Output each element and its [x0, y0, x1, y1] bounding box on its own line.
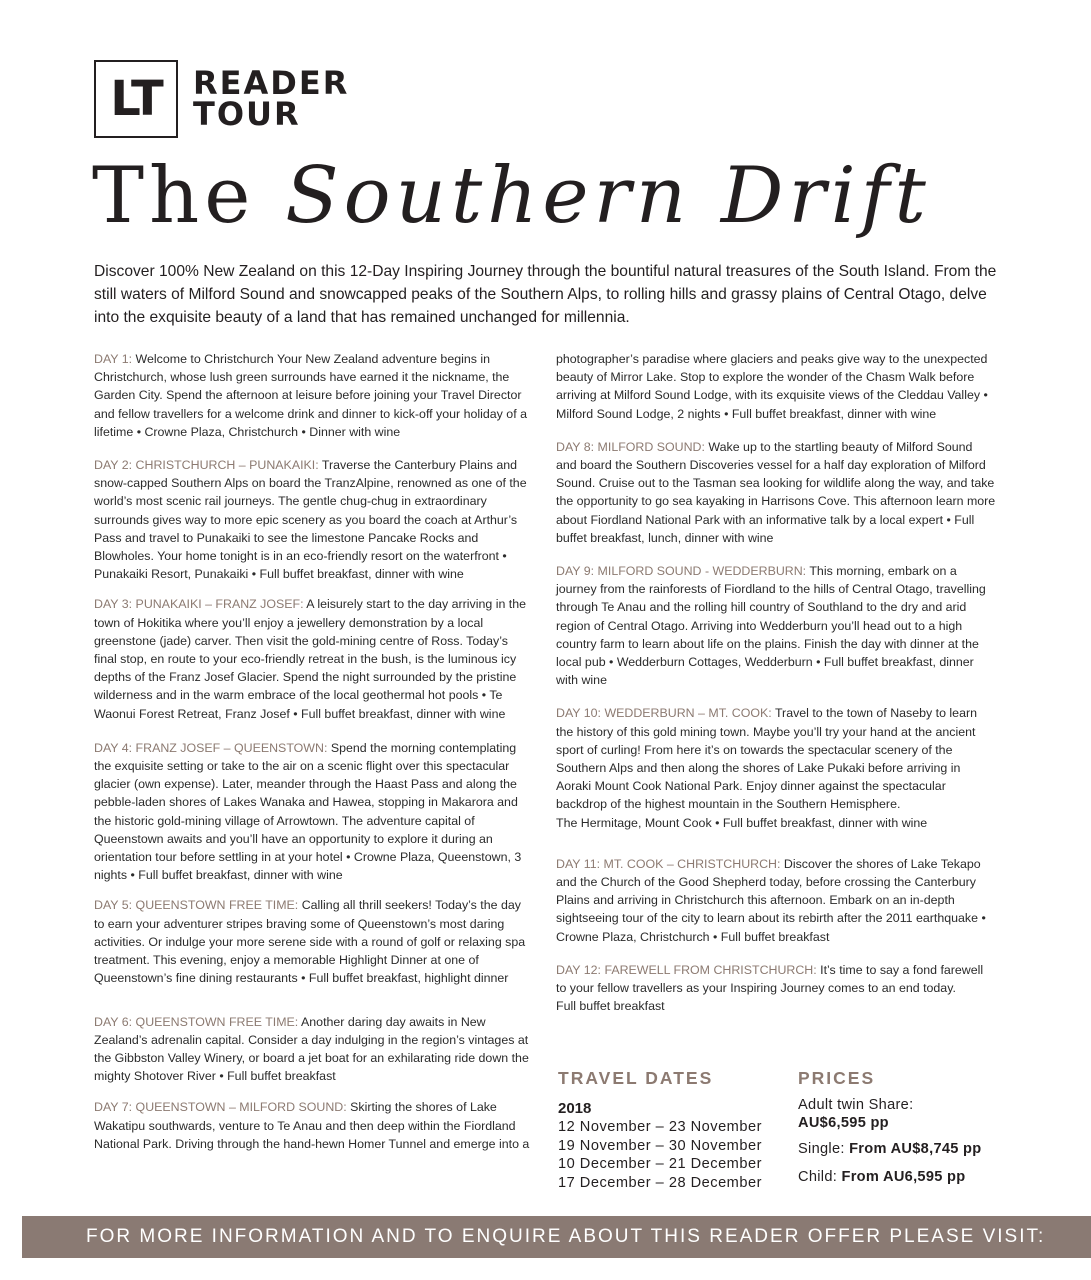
day-extra: The Hermitage, Mount Cook • Full buffet breakfast, dinner with wine	[556, 815, 928, 830]
prices-block	[798, 1068, 1018, 1186]
child-label: Child:	[798, 1169, 838, 1185]
day-body: Discover the shores of Lake Tekapo and the Church of the Good Shepherd today, before crossing the Canterbury Plains and arriving in Christchurch this afternoon. Embark on an in-depth sightseeing tour of the city to learn about its rebirth after the 2011 earthquake • Crowne Plaza, Christchurch • Full buffet breakfast	[556, 856, 986, 944]
day-body: photographer’s paradise where glaciers and peaks give way to the unexpected beauty of Mirror Lake. Stop to explore the wonder of the Chasm Walk before arriving at Milford Sound Lodge, with its exquisite views of the Cleddau Valley • Milford Sound Lodge, 2 nights • Full buffet breakfast, dinner with wine	[556, 352, 988, 421]
child-value: From AU6,595 pp	[841, 1169, 966, 1185]
day-4	[94, 739, 534, 885]
day-body: Skirting the shores of Lake Wakatipu southwards, venture to Te Anau and then deep within the Fiordland National Park. Driving through the hand-hewn Homer Tunnel and emerge into a	[94, 1100, 530, 1151]
day-6	[94, 1013, 534, 1086]
page-title	[92, 150, 931, 242]
itinerary-left-column	[94, 350, 534, 1153]
day-extra: Full buffet breakfast	[556, 999, 665, 1014]
logo-text	[193, 64, 350, 133]
day-body: Wake up to the startling beauty of Milford Sound and board the Southern Discoveries vessel for a half day exploration of Milford Sound. Cruise out to the Tasman sea looking for wildlife along the way, and take the opportunity to go sea kayaking in Harrisons Cove. This afternoon learn more about Fiordland National Park with an informative talk by a local expert • Full buffet breakfast, lunch, dinner with wine	[556, 439, 996, 545]
day-body: This morning, embark on a journey from the rainforests of Fiordland to the hills of Central Otago, travelling through Te Anau and the rolling hill country of Southland to the dry and arid region of Central Otago. Arriving into Wedderburn you’ll head out to a high country farm to learn about life on the plains. Finish the day with dinner at the local pub • Wedderburn Cottages, Wedderburn • Full buffet breakfast, dinner with wine	[556, 564, 986, 688]
logo-line-2: TOUR	[193, 95, 301, 133]
day-heading: DAY 8: MILFORD SOUND:	[556, 439, 705, 454]
travel-dates-heading: TRAVEL DATES	[558, 1068, 714, 1088]
child-price	[798, 1168, 1018, 1186]
title-plain: The	[92, 151, 256, 241]
day-7	[94, 1098, 534, 1153]
day-heading: DAY 3: PUNAKAIKI – FRANZ JOSEF:	[94, 597, 304, 612]
twin-share-value: AU$6,595 pp	[798, 1115, 889, 1131]
day-body: Travel to the town of Naseby to learn the history of this gold mining town. Maybe you’ll try your hand at the ancient sport of curling! From here it’s on towards the spectacular scenery of the Southern Alps and then along the shores of Lake Pukaki before arriving in Aoraki Mount Cook National Park. Enjoy dinner against the spectacular backdrop of the highest mountain in the Southern Hemisphere.	[556, 706, 977, 812]
date-item: 12 November – 23 November	[558, 1119, 762, 1135]
day-body: Another daring day awaits in New Zealand’s adrenalin capital. Consider a day indulging in the region’s vintages at the Gibbston Valley Winery, or board a jet boat for an exhilarating ride down the mighty Shotover River • Full buffet breakfast	[94, 1014, 529, 1084]
day-body: Welcome to Christchurch Your New Zealand adventure begins in Christchurch, whose lush green surrounds have earned it the nickname, the Garden City. Spend the afternoon at leisure before joining your Travel Director and fellow travellers for a welcome drink and dinner to kick-off your holiday of a lifetime • Crowne Plaza, Christchurch • Dinner with wine	[94, 352, 527, 439]
day-3	[94, 595, 534, 722]
travel-dates-block	[558, 1068, 788, 1192]
day-body: Spend the morning contemplating the exquisite setting or take to the air on a scenic flight over this spectacular glacier (own expense). Later, meander through the Haast Pass and along the pebble-laden shores of Lakes Wanaka and Hawea, stopping in Makarora and the historic gold-mining village of Arrowtown. The adventure capital of Queenstown awaits and you’ll have an opportunity to explore it during an orientation tour before settling in at your hotel • Crowne Plaza, Queenstown, 3 nights • Full buffet breakfast, dinner with wine	[94, 740, 522, 883]
date-item: 17 December – 28 December	[558, 1174, 762, 1191]
prices-heading: PRICES	[798, 1068, 876, 1088]
day-10	[556, 704, 996, 831]
day-heading: DAY 7: QUEENSTOWN – MILFORD SOUND:	[94, 1100, 347, 1115]
logo-line-1: READER	[193, 64, 350, 102]
day-body: A leisurely start to the day arriving in the town of Hokitika where you’ll enjoy a jewellery demonstration by a local greenstone (jade) carver. Then visit the gold-mining centre of Ross. Today’s final stop, en route to your eco-friendly retreat in the bush, is the luminous icy depths of the Franz Josef Glacier. Spend the night surrounded by the pristine wilderness and in the warm embrace of the local geothermal hot pools • Te Waonui Forest Retreat, Franz Josef • Full buffet breakfast, dinner with wine	[94, 597, 527, 721]
day-heading: DAY 4: FRANZ JOSEF – QUEENSTOWN:	[94, 740, 328, 755]
single-value: From AU$8,745 pp	[849, 1141, 982, 1157]
logo-mark: LT	[94, 60, 178, 138]
day-12	[556, 961, 996, 1016]
title-italic: Southern Drift	[285, 151, 931, 241]
day-2	[94, 456, 534, 583]
twin-share-label: Adult twin Share:	[798, 1097, 914, 1113]
day-heading: DAY 5: QUEENSTOWN FREE TIME:	[94, 898, 299, 913]
date-item: 10 December – 21 December	[558, 1156, 762, 1173]
single-price	[798, 1140, 1018, 1158]
day-body: Traverse the Canterbury Plains and snow-capped Southern Alps on board the TranzAlpine, renowned as one of the world’s most scenic rail journeys. The gentle chug-chug in extraordinary surrounds gives way to more epic scenery as you board the coach at Arthur’s Pass and travel to Punakaiki to see the limestone Pancake Rocks and Blowholes. Your home tonight is in an eco-friendly resort on the waterfront • Punakaiki Resort, Punakaiki • Full buffet breakfast, dinner with wine	[94, 458, 527, 582]
enquiry-banner: FOR MORE INFORMATION AND TO ENQUIRE ABOUT THIS READER OFFER PLEASE VISIT:	[22, 1216, 1091, 1258]
day-1	[94, 350, 534, 441]
intro-paragraph: Discover 100% New Zealand on this 12-Day Inspiring Journey through the bountiful natural treasures of the South Island. From the still waters of Milford Sound and snowcapped peaks of the Southern Alps, to rolling hills and grassy plains of Central Otago, delve into the exquisite beauty of a land that has remained unchanged for millennia.	[94, 263, 997, 326]
day-7-continued	[556, 350, 996, 423]
day-heading: DAY 2: CHRISTCHURCH – PUNAKAIKI:	[94, 458, 319, 473]
single-label: Single:	[798, 1141, 845, 1157]
day-heading: DAY 1:	[94, 352, 133, 366]
day-8	[556, 438, 996, 547]
day-5	[94, 896, 534, 987]
date-list	[558, 1118, 788, 1192]
day-heading: DAY 10: WEDDERBURN – MT. COOK:	[556, 706, 772, 721]
day-9	[556, 562, 996, 689]
day-body: Calling all thrill seekers! Today’s the day to earn your adventurer stripes braving some of Queenstown’s most daring activities. Or indulge your more serene side with a round of golf or relaxing spa treatment. This evening, enjoy a memorable Highlight Dinner at one of Queenstown’s fine dining restaurants • Full buffet breakfast, highlight dinner	[94, 898, 526, 986]
day-body: It’s time to say a fond farewell to your fellow travellers as your Inspiring Journey comes to an end today.	[556, 962, 984, 996]
day-heading: DAY 12: FAREWELL FROM CHRISTCHURCH:	[556, 962, 817, 977]
date-item: 19 November – 30 November	[558, 1137, 762, 1154]
travel-year: 2018	[558, 1100, 592, 1117]
day-heading: DAY 6: QUEENSTOWN FREE TIME:	[94, 1014, 299, 1029]
day-heading: DAY 11: MT. COOK – CHRISTCHURCH:	[556, 856, 781, 871]
itinerary-right-column	[556, 350, 996, 1016]
day-11	[556, 855, 996, 946]
day-heading: DAY 9: MILFORD SOUND - WEDDERBURN:	[556, 564, 807, 579]
twin-share-price	[798, 1114, 1018, 1132]
